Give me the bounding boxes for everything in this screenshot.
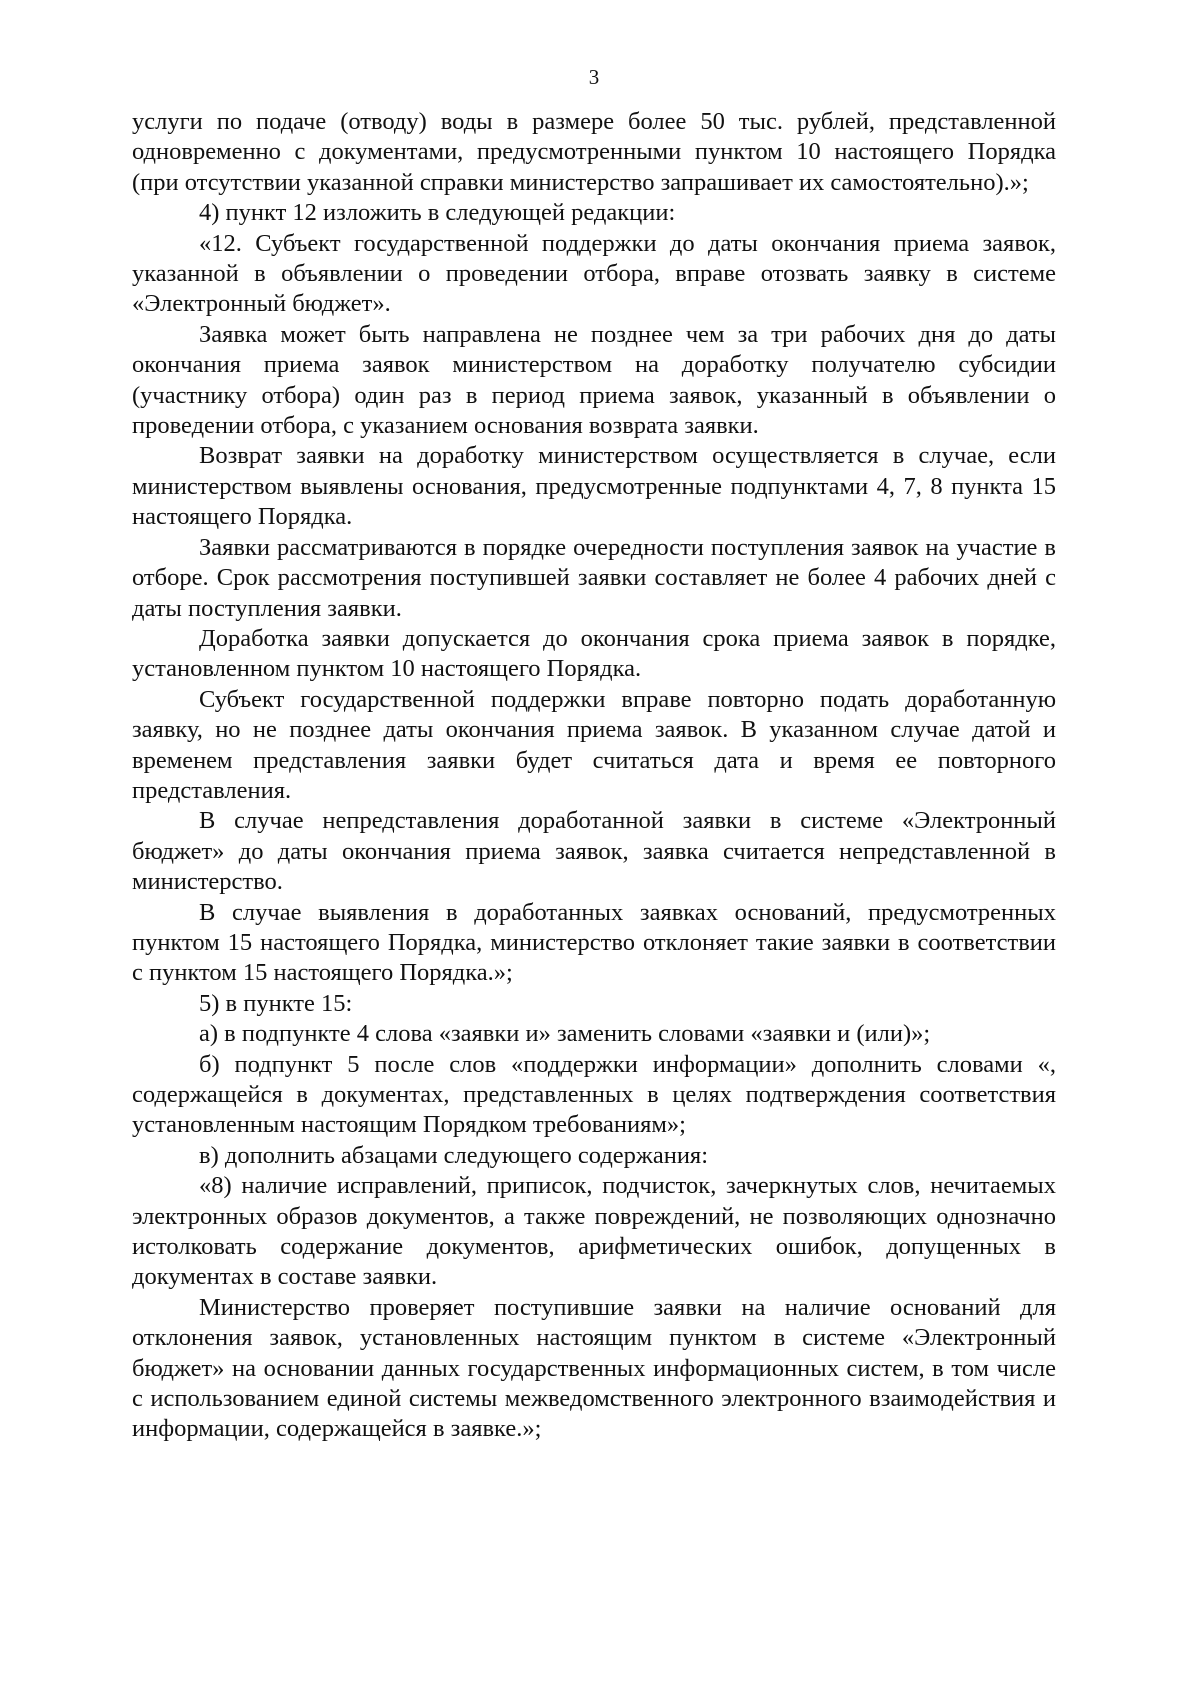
paragraph-subitem-a: а) в подпункте 4 слова «заявки и» заменить словами «заявки и (или)»;	[199, 1020, 931, 1048]
paragraph-subitem-b: б) подпункт 5 после слов «поддержки информации» дополнить словами «, содержащейся в документах, представленных в целях подтверждения соответствия установленным настоящим Порядком требованиям»;	[132, 1050, 1056, 1139]
paragraph-non-submission: В случае непредставления доработанной заявки в системе «Электронный бюджет» до даты окончания приема заявок, заявка считается непредставленной в министерство.	[132, 807, 1056, 896]
paragraph-continuation: услуги по подаче (отводу) воды в размере более 50 тыс. рублей, представленной одновременно с документами, предусмотренными пунктом 10 настоящего Порядка (при отсутствии указанной справки министерство запрашивает их самостоятельно).»;	[132, 108, 1056, 196]
paragraph-clause-12: «12. Субъект государственной поддержки до даты окончания приема заявок, указанной в объявлении о проведении отбора, вправе отозвать заявку в системе «Электронный бюджет».	[132, 229, 1056, 318]
paragraph-rejection: В случае выявления в доработанных заявках оснований, предусмотренных пунктом 15 настоящего Порядка, министерство отклоняет такие заявки в соответствии с пунктом 15 настоящего Порядка.»;	[132, 898, 1056, 987]
paragraph-clause-8: «8) наличие исправлений, приписок, подчисток, зачеркнутых слов, нечитаемых электронных образов документов, а также повреждений, не позволяющих однозначно истолковать содержание документов, арифметических ошибок, допущенных в документах в составе заявки.	[132, 1172, 1056, 1291]
paragraph-item-4: 4) пункт 12 изложить в следующей редакции:	[199, 199, 676, 227]
paragraph-resubmission: Субъект государственной поддержки вправе повторно подать доработанную заявку, но не позднее даты окончания приема заявок. В указанном случае датой и временем представления заявки будет считаться дата и время ее повторного представления.	[132, 685, 1056, 804]
paragraph-subitem-v: в) дополнить абзацами следующего содержания:	[199, 1141, 709, 1169]
paragraph-return-for-revision: Заявка может быть направлена не позднее чем за три рабочих дня до даты окончания приема заявок министерством на доработку получателю субсидии (участнику отбора) один раз в период приема заявок, указанный в объявлении о проведении отбора, с указанием основания возврата заявки.	[132, 320, 1056, 440]
paragraph-return-grounds: Возврат заявки на доработку министерством осуществляется в случае, если министерством выявлены основания, предусмотренные подпунктами 4, 7, 8 пункта 15 настоящего Порядка.	[132, 442, 1056, 531]
paragraph-item-5: 5) в пункте 15:	[199, 989, 353, 1017]
paragraph-ministry-check: Министерство проверяет поступившие заявки на наличие оснований для отклонения заявок, установленных настоящим пунктом в системе «Электронный бюджет» на основании данных государственных информационных систем, в том числе с использованием единой системы межведомственного электронного взаимодействия и информации, содержащейся в заявке.»;	[132, 1293, 1056, 1443]
document-body	[132, 107, 1056, 1445]
paragraph-review-order: Заявки рассматриваются в порядке очередности поступления заявок на участие в отборе. Срок рассмотрения поступившей заявки составляет не более 4 рабочих дней с даты поступления заявки.	[132, 533, 1056, 622]
paragraph-revision-allowed: Доработка заявки допускается до окончания срока приема заявок в порядке, установленном пунктом 10 настоящего Порядка.	[132, 624, 1056, 683]
page-number: 3	[588, 65, 600, 89]
